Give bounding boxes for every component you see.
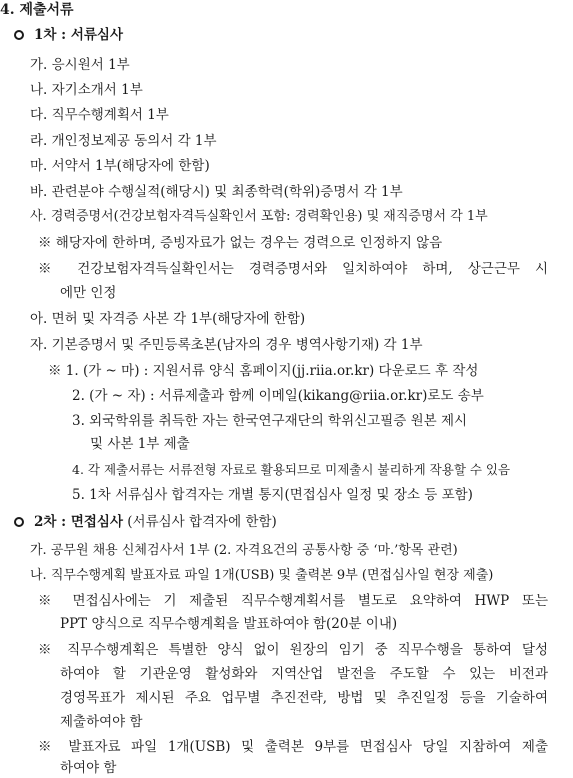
- stage1-sub-note: 3. 외국학위를 취득한 자는 한국연구재단의 학위신고필증 원본 제시: [72, 413, 468, 429]
- stage2-note-continued: 하여야 함: [60, 760, 117, 776]
- stage2-note: ※ 면접심사에는 기 제출된 직무수행계획서를 별도로 요약하여 HWP 또는: [38, 593, 548, 609]
- stage1-item: 가. 응시원서 1부: [30, 57, 130, 73]
- stage2-subtitle: (서류심사 합격자에 한함): [127, 514, 277, 530]
- stage1-item: 다. 직무수행계획서 1부: [30, 107, 169, 123]
- stage2-heading: [34, 512, 277, 532]
- stage2-note-continued: 경영목표가 제시된 주요 업무별 추진전략, 방법 및 추진일정 등을 기술하여: [60, 690, 548, 706]
- stage1-item: 마. 서약서 1부(해당자에 한함): [30, 158, 210, 174]
- stage2-note: ※ 직무수행계획은 특별한 양식 없이 원장의 임기 중 직무수행을 통하여 달성: [38, 642, 548, 658]
- stage1-title: 1차 : 서류심사: [34, 27, 123, 43]
- stage2-note: ※ 발표자료 파일 1개(USB) 및 출력본 9부를 면접심사 당일 지참하여 제출: [38, 739, 548, 755]
- stage1-sub-note: 5. 1차 서류심사 합격자는 개별 통지(면접심사 일정 및 장소 등 포함): [72, 487, 473, 503]
- stage1-sub-note: 2. (가 ~ 자) : 서류제출과 함께 이메일(kikang@riia.or.kr)로도 송부: [72, 388, 484, 404]
- stage1-item: 바. 관련분야 수행실적(해당시) 및 최종학력(학위)증명서 각 1부: [30, 184, 403, 200]
- stage2-item: 가. 공무원 채용 신체검사서 1부 (2. 자격요건의 공통사항 중 ‘마.’항목 관련): [30, 543, 458, 558]
- stage1-note: ※ 해당자에 한하며, 증빙자료가 없는 경우는 경력으로 인정하지 않음: [38, 235, 443, 251]
- stage1-note-continued: 에만 인정: [60, 285, 117, 301]
- section-title: 4. 제출서류: [0, 2, 74, 18]
- stage2-note-continued: 하여야 할 기관운영 활성화와 지역산업 발전을 주도할 수 있는 비전과: [60, 666, 548, 682]
- stage1-item: 라. 개인정보제공 동의서 각 1부: [30, 133, 217, 149]
- stage1-item: 아. 면허 및 자격증 사본 각 1부(해당자에 한함): [30, 311, 306, 327]
- stage2-item: 나. 직무수행계획 발표자료 파일 1개(USB) 및 출력본 9부 (면접심사일 현장 제출): [30, 568, 494, 583]
- circle-bullet-icon: [14, 517, 24, 527]
- stage1-note: ※ 건강보험자격득실확인서는 경력증명서와 일치하여야 하며, 상근근무 시: [38, 261, 548, 277]
- stage1-sub-note: 4. 각 제출서류는 서류전형 자료로 활용되므로 미제출시 불리하게 작용할 수 있음: [72, 462, 511, 477]
- stage1-item: 자. 기본증명서 및 주민등록초본(남자의 경우 병역사항기재) 각 1부: [30, 337, 423, 353]
- stage1-item: 나. 자기소개서 1부: [30, 82, 143, 98]
- stage2-note-continued: 제출하여야 함: [60, 714, 143, 730]
- stage1-sub-note: 및 사본 1부 제출: [90, 436, 190, 452]
- circle-bullet-icon: [14, 30, 24, 40]
- stage1-item: 사. 경력증명서(건강보험자격득실확인서 포함: 경력확인용) 및 재직증명서 각 1부: [30, 209, 488, 224]
- stage2-title: 2차 : 면접심사: [34, 514, 123, 530]
- stage2-note-continued: PPT 양식으로 직무수행계획을 발표하여야 함(20분 이내): [60, 616, 398, 632]
- stage1-sub-note: ※ 1. (가 ~ 마) : 지원서류 양식 홈페이지(jj.riia.or.kr) 다운로드 후 작성: [48, 363, 479, 379]
